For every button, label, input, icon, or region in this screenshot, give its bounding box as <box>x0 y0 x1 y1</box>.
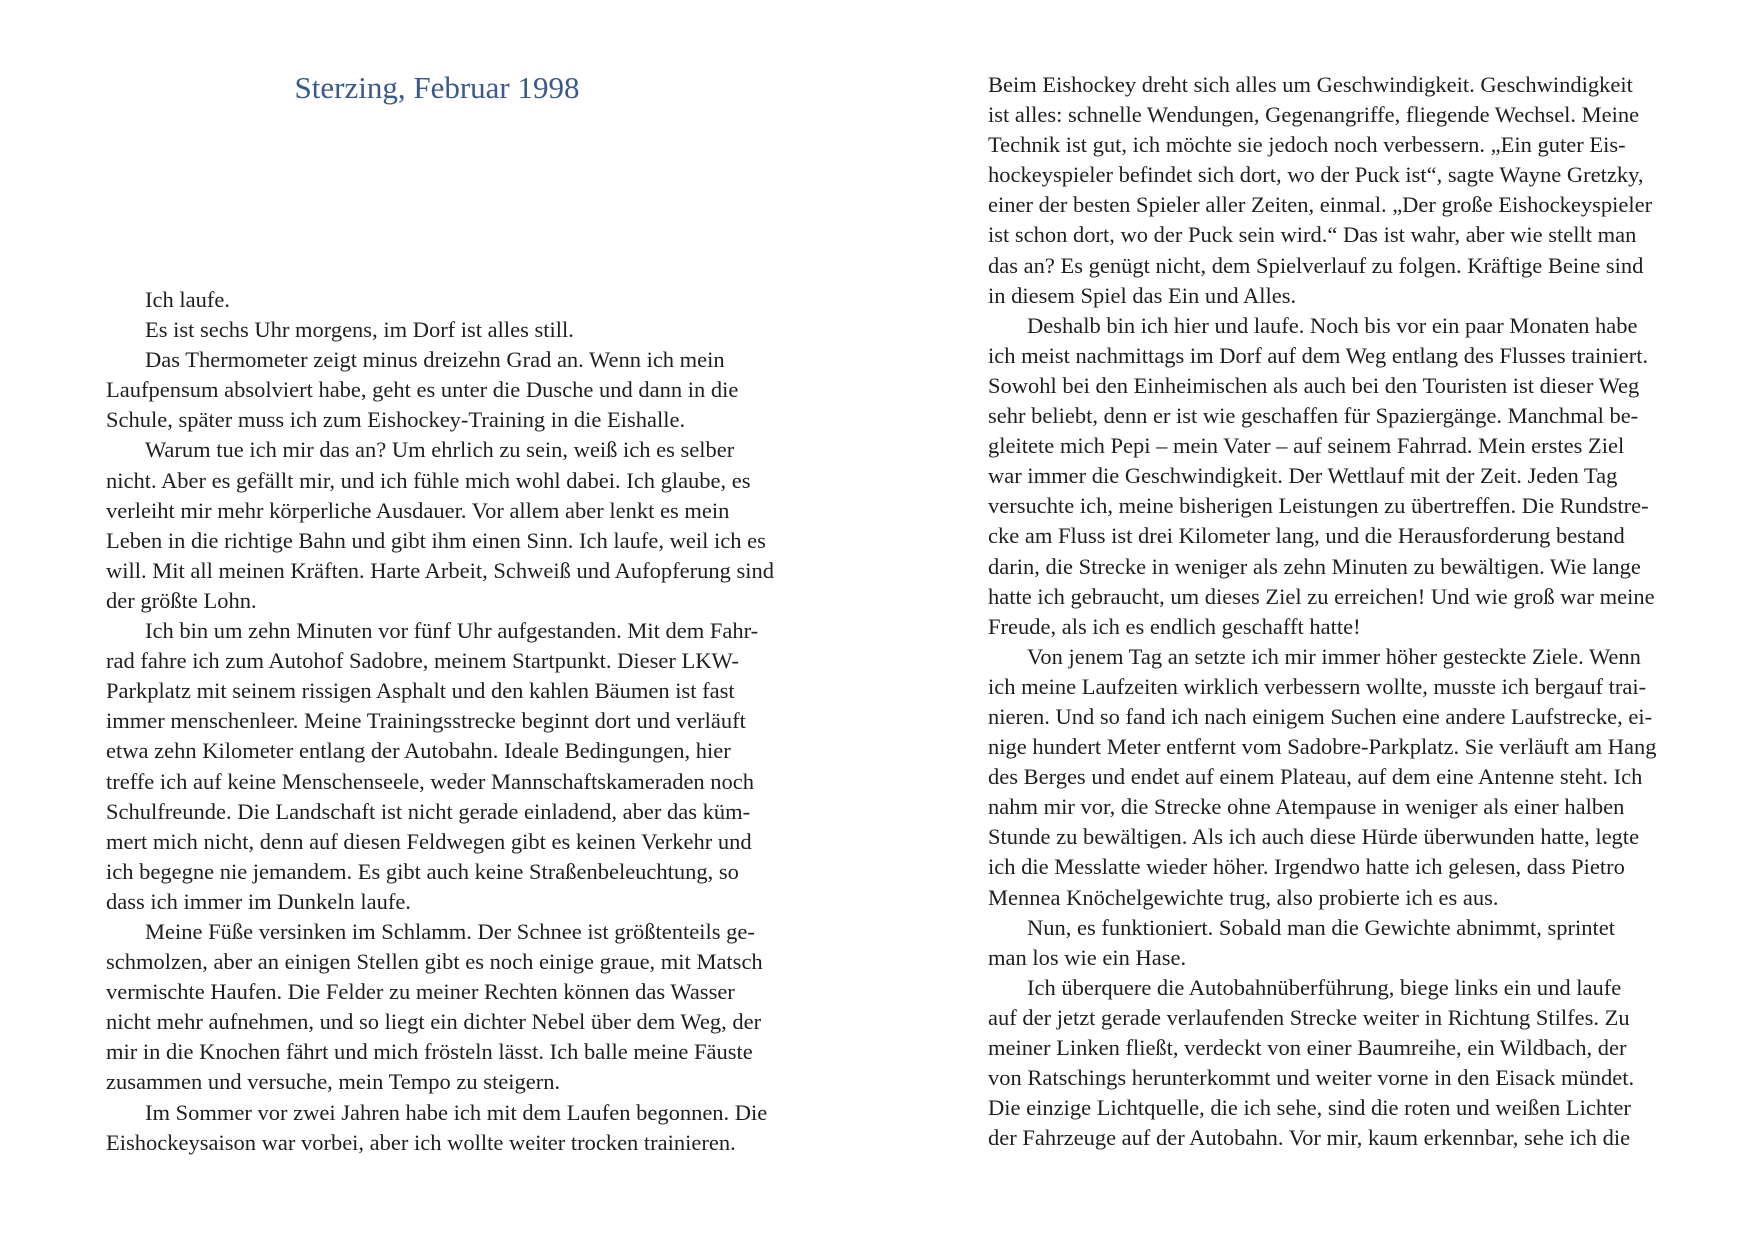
text-line: immer menschenleer. Meine Trainingsstrecke beginnt dort und verläuft <box>106 708 746 734</box>
right-page-text <box>988 70 1688 1153</box>
text-line: Schule, später muss ich zum Eishockey-Training in die Eishalle. <box>106 407 686 433</box>
text-line: meiner Linken fließt, verdeckt von einer Baumreihe, ein Wildbach, der <box>988 1035 1627 1060</box>
text-line: Ich überquere die Autobahnüberführung, biege links ein und laufe <box>1027 974 1622 1000</box>
text-line: ich die Messlatte wieder höher. Irgendwo hatte ich gelesen, dass Pietro <box>988 854 1625 880</box>
text-line: der größte Lohn. <box>106 587 257 613</box>
text-line: mir in die Knochen fährt und mich frösteln lässt. Ich balle meine Fäuste <box>106 1039 753 1065</box>
text-line: des Berges und endet auf einem Plateau, auf dem eine Antenne steht. Ich <box>988 764 1643 790</box>
text-line: Freude, als ich es endlich geschafft hatte! <box>988 613 1361 639</box>
chapter-title: Sterzing, Februar 1998 <box>294 70 580 105</box>
text-line: ich meine Laufzeiten wirklich verbessern wollte, musste ich bergauf trai- <box>988 673 1647 699</box>
left-page-text <box>106 285 806 1158</box>
text-line: auf der jetzt gerade verlaufenden Strecke weiter in Richtung Stilfes. Zu <box>988 1004 1630 1030</box>
text-line: will. Mit all meinen Kräften. Harte Arbeit, Schweiß und Aufopferung sind <box>106 557 774 583</box>
text-line: Von jenem Tag an setzte ich mir immer höher gesteckte Ziele. Wenn <box>1027 643 1641 669</box>
text-line: in diesem Spiel das Ein und Alles. <box>988 282 1297 308</box>
text-line: Laufpensum absolviert habe, geht es unter die Dusche und dann in die <box>106 377 739 403</box>
text-line: schmolzen, aber an einigen Stellen gibt es noch einige graue, mit Matsch <box>106 949 763 975</box>
text-line: Deshalb bin ich hier und laufe. Noch bis vor ein paar Monaten habe <box>1027 312 1638 338</box>
text-line: versuchte ich, meine bisherigen Leistungen zu übertreffen. Die Rundstre- <box>988 493 1649 519</box>
text-line: Ich laufe. <box>145 287 230 312</box>
text-line: Nun, es funktioniert. Sobald man die Gewichte abnimmt, sprintet <box>1027 914 1616 940</box>
text-line: sehr beliebt, denn er ist wie geschaffen für Spaziergänge. Manchmal be- <box>988 403 1639 429</box>
text-line: Die einzige Lichtquelle, die ich sehe, sind die roten und weißen Lichter <box>988 1095 1631 1121</box>
text-line: ich meist nachmittags im Dorf auf dem Weg entlang des Flusses trainiert. <box>988 342 1649 368</box>
text-line: einer der besten Spieler aller Zeiten, einmal. „Der große Eishockeyspieler <box>988 192 1653 218</box>
text-line: Technik ist gut, ich möchte sie jedoch noch verbessern. „Ein guter Eis- <box>988 132 1626 158</box>
text-line: dass ich immer im Dunkeln laufe. <box>106 888 411 914</box>
text-line: hockeyspieler befindet sich dort, wo der Puck ist“, sagte Wayne Gretzky, <box>988 162 1644 188</box>
text-line: hatte ich gebraucht, um dieses Ziel zu erreichen! Und wie groß war meine <box>988 583 1655 609</box>
text-line: Das Thermometer zeigt minus dreizehn Grad an. Wenn ich mein <box>145 347 725 373</box>
text-line: etwa zehn Kilometer entlang der Autobahn. Ideale Bedingungen, hier <box>106 738 731 764</box>
text-line: ist schon dort, wo der Puck sein wird.“ Das ist wahr, aber wie stellt man <box>988 222 1637 248</box>
text-line: das an? Es genügt nicht, dem Spielverlauf zu folgen. Kräftige Beine sind <box>988 252 1644 278</box>
text-line: verleiht mir mehr körperliche Ausdauer. Vor allem aber lenkt es mein <box>106 497 730 523</box>
text-line: man los wie ein Hase. <box>988 944 1187 970</box>
text-line: nige hundert Meter entfernt vom Sadobre-Parkplatz. Sie verläuft am Hang <box>988 734 1657 760</box>
text-line: Meine Füße versinken im Schlamm. Der Schnee ist größtenteils ge- <box>145 918 755 944</box>
text-line: Es ist sechs Uhr morgens, im Dorf ist alles still. <box>145 317 574 343</box>
text-line: Stunde zu bewältigen. Als ich auch diese Hürde überwunden hatte, legte <box>988 824 1640 850</box>
text-line: ist alles: schnelle Wendungen, Gegenangriffe, fliegende Wechsel. Meine <box>988 102 1640 128</box>
text-line: Warum tue ich mir das an? Um ehrlich zu sein, weiß ich es selber <box>145 437 735 463</box>
text-line: zusammen und versuche, mein Tempo zu steigern. <box>106 1069 561 1095</box>
text-line: cke am Fluss ist drei Kilometer lang, und die Herausforderung bestand <box>988 523 1625 549</box>
text-line: nahm mir vor, die Strecke ohne Atempause in weniger als einer halben <box>988 794 1625 820</box>
text-line: Schulfreunde. Die Landschaft ist nicht gerade einladend, aber das küm- <box>106 798 751 824</box>
text-line: gleitete mich Pepi – mein Vater – auf seinem Fahrrad. Mein erstes Ziel <box>988 433 1625 459</box>
text-line: darin, die Strecke in weniger als zehn Minuten zu bewältigen. Wie lange <box>988 553 1641 579</box>
text-line: rad fahre ich zum Autohof Sadobre, meinem Startpunkt. Dieser LKW- <box>106 648 739 674</box>
text-line: Leben in die richtige Bahn und gibt ihm einen Sinn. Ich laufe, weil ich es <box>106 527 766 553</box>
text-line: Beim Eishockey dreht sich alles um Geschwindigkeit. Geschwindigkeit <box>988 72 1633 97</box>
text-line: vermischte Haufen. Die Felder zu meiner Rechten können das Wasser <box>106 979 735 1005</box>
text-line: Ich bin um zehn Minuten vor fünf Uhr aufgestanden. Mit dem Fahr- <box>145 618 759 644</box>
text-line: nieren. Und so fand ich nach einigem Suchen eine andere Laufstrecke, ei- <box>988 703 1653 729</box>
text-line: nicht. Aber es gefällt mir, und ich fühle mich wohl dabei. Ich glaube, es <box>106 467 751 493</box>
text-line: von Ratschings herunterkommt und weiter vorne in den Eisack mündet. <box>988 1065 1635 1091</box>
text-line: treffe ich auf keine Menschenseele, weder Mannschaftskameraden noch <box>106 768 755 794</box>
right-page <box>874 0 1748 1240</box>
text-line: Parkplatz mit seinem rissigen Asphalt und den kahlen Bäumen ist fast <box>106 678 735 704</box>
text-line: Eishockeysaison war vorbei, aber ich wollte weiter trocken trainieren. <box>106 1129 736 1155</box>
text-line: mert mich nicht, denn auf diesen Feldwegen gibt es keinen Verkehr und <box>106 828 752 854</box>
text-line: Im Sommer vor zwei Jahren habe ich mit dem Laufen begonnen. Die <box>145 1099 768 1125</box>
text-line: war immer die Geschwindigkeit. Der Wettlauf mit der Zeit. Jeden Tag <box>988 463 1618 489</box>
text-line: nicht mehr aufnehmen, und so liegt ein dichter Nebel über dem Weg, der <box>106 1009 762 1035</box>
text-line: Sowohl bei den Einheimischen als auch bei den Touristen ist dieser Weg <box>988 372 1640 398</box>
text-line: der Fahrzeuge auf der Autobahn. Vor mir, kaum erkennbar, sehe ich die <box>988 1125 1631 1151</box>
text-line: ich begegne nie jemandem. Es gibt auch keine Straßenbeleuchtung, so <box>106 858 739 884</box>
text-line: Mennea Knöchelgewichte trug, also probierte ich es aus. <box>988 884 1499 910</box>
